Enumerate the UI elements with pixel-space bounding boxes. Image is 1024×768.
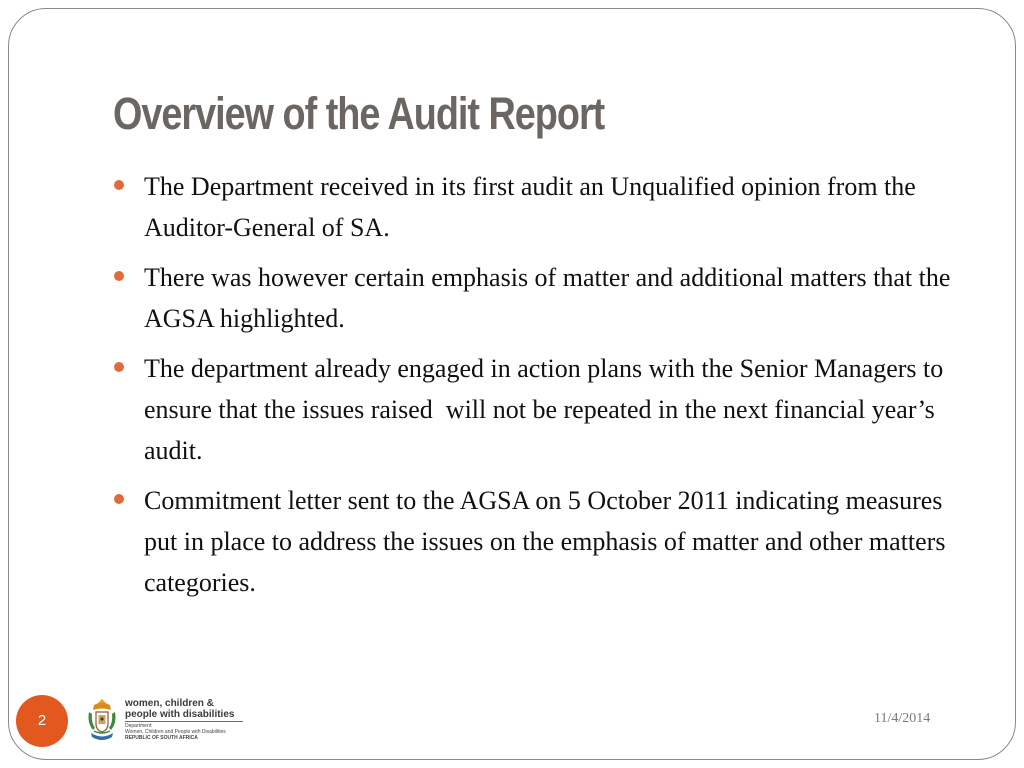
bullet-text: There was however certain emphasis of matter and additional matters that the AGSA highlighted. [144, 263, 956, 333]
bullet-text: The Department received in its first audit an Unqualified opinion from the Auditor-General of SA. [144, 172, 921, 242]
bullet-item [113, 257, 963, 339]
bullet-list [113, 166, 963, 612]
bullet-dot-icon [114, 494, 124, 504]
logo-divider [125, 721, 243, 722]
logo-sub-line-2: Women, Children and People with Disabilities [125, 729, 226, 735]
bullet-item [113, 480, 963, 603]
logo-sub-line-1: Department: [125, 723, 153, 729]
bullet-item [113, 166, 963, 248]
bullet-text: Commitment letter sent to the AGSA on 5 October 2011 indicating measures put in place to address the issues on the emphasis of matter and other matters categories. [144, 486, 952, 597]
logo-line-1: women, children & [125, 698, 214, 709]
logo-department [125, 723, 226, 735]
bullet-text: The department already engaged in action plans with the Senior Managers to ensure that the issues raised will not be repeated in the next financial year’s audit. [144, 354, 950, 465]
page-number-badge: 2 [16, 695, 68, 747]
coat-of-arms-icon [85, 697, 119, 743]
department-logo [85, 697, 255, 745]
bullet-dot-icon [114, 362, 124, 372]
slide-title: Overview of the Audit Report [113, 88, 605, 139]
slide-date: 11/4/2014 [874, 711, 931, 726]
bullet-dot-icon [114, 271, 124, 281]
bullet-dot-icon [114, 180, 124, 190]
logo-country: REPUBLIC OF SOUTH AFRICA [125, 735, 198, 741]
bullet-item [113, 348, 963, 471]
logo-line-2: people with disabilities [125, 709, 235, 720]
logo-wordmark [125, 698, 234, 720]
